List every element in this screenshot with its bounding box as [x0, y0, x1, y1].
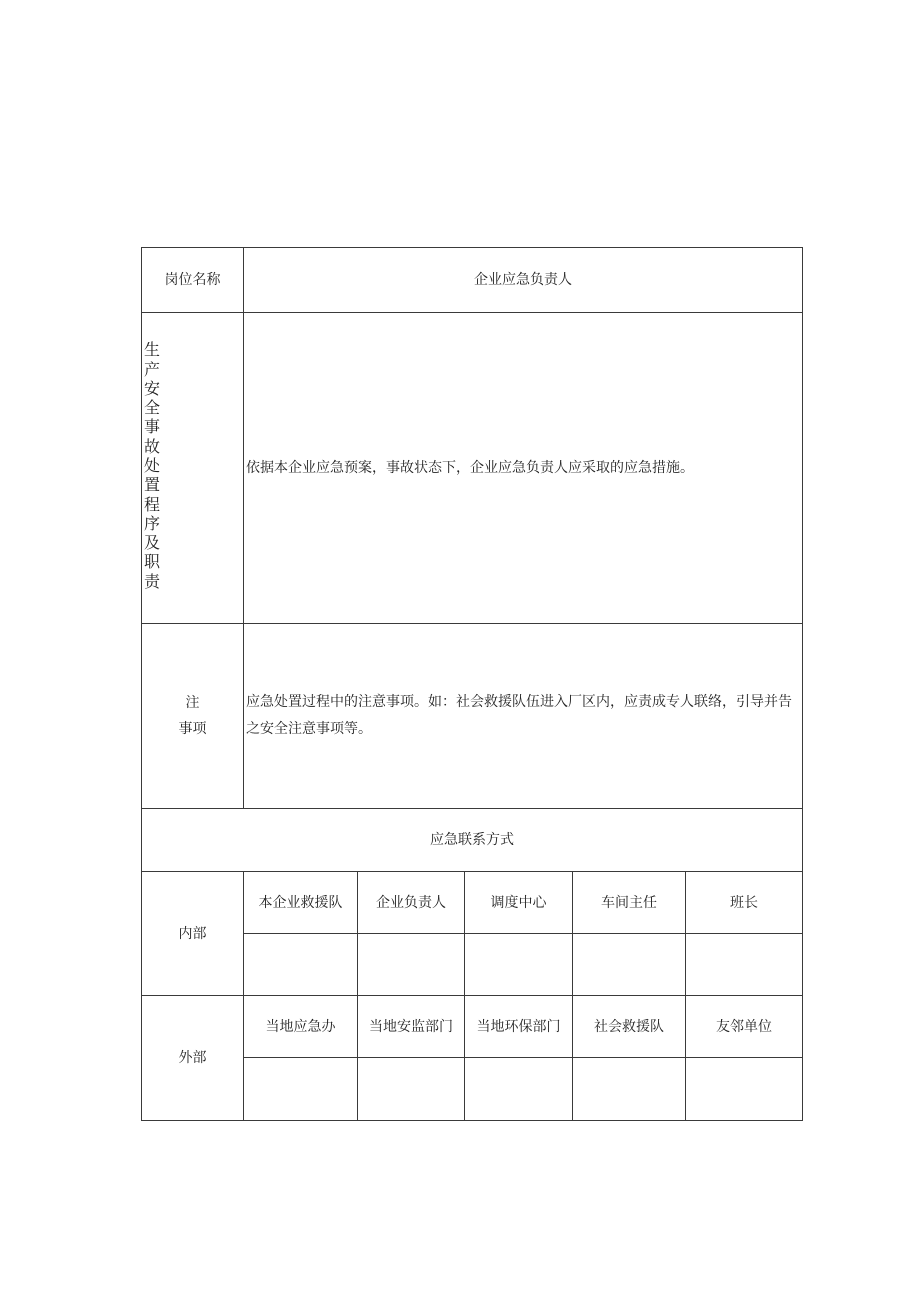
internal-value-cell[interactable] — [244, 934, 358, 996]
notes-label-line1: 注 — [185, 695, 200, 711]
external-value-cell[interactable] — [465, 1058, 573, 1121]
contact-title-row — [142, 809, 803, 872]
internal-col-team-leader: 班长 — [686, 872, 803, 934]
internal-col-dispatch-center: 调度中心 — [465, 872, 573, 934]
procedure-label-cell — [142, 313, 244, 624]
post-label: 岗位名称 — [164, 272, 221, 288]
external-col-social-rescue: 社会救援队 — [573, 996, 686, 1058]
external-col-emergency-office: 当地应急办 — [244, 996, 358, 1058]
post-value-cell — [244, 248, 803, 313]
procedure-row — [142, 313, 803, 624]
external-label-cell — [142, 996, 244, 1121]
external-col-safety-dept: 当地安监部门 — [358, 996, 465, 1058]
contact-title-cell — [142, 809, 803, 872]
procedure-text-cell — [244, 313, 803, 624]
external-value-cell[interactable] — [573, 1058, 686, 1121]
external-header-row — [142, 996, 803, 1058]
internal-label: 内部 — [178, 925, 207, 942]
post-row — [142, 248, 803, 313]
post-value: 企业应急负责人 — [474, 272, 572, 288]
external-value-cell[interactable] — [358, 1058, 465, 1121]
internal-value-cell[interactable] — [686, 934, 803, 996]
procedure-text: 依据本企业应急预案，事故状态下，企业应急负责人应采取的应急措施。 — [246, 459, 694, 476]
emergency-duty-form — [141, 247, 802, 1122]
notes-row — [142, 624, 803, 809]
notes-label-line2: 事项 — [178, 721, 207, 737]
procedure-label: 生产安全事故处置程序及职责 — [143, 340, 160, 591]
internal-header-row — [142, 872, 803, 934]
notes-label-cell — [142, 624, 244, 809]
internal-col-rescue-team: 本企业救援队 — [244, 872, 358, 934]
internal-col-workshop-director: 车间主任 — [573, 872, 686, 934]
internal-value-cell[interactable] — [573, 934, 686, 996]
external-col-env-dept: 当地环保部门 — [465, 996, 573, 1058]
contact-title: 应急联系方式 — [430, 832, 514, 848]
notes-text-cell — [244, 624, 803, 809]
internal-label-cell — [142, 872, 244, 996]
external-label: 外部 — [178, 1050, 207, 1066]
external-value-cell[interactable] — [686, 1058, 803, 1121]
external-value-cell[interactable] — [244, 1058, 358, 1121]
internal-col-company-head: 企业负责人 — [358, 872, 465, 934]
form-table — [141, 247, 803, 1121]
external-col-neighbor-units: 友邻单位 — [686, 996, 803, 1058]
internal-value-cell[interactable] — [358, 934, 465, 996]
post-label-cell — [142, 248, 244, 313]
notes-text: 应急处置过程中的注意事项。如：社会救援队伍进入厂区内，应责成专人联络，引导并告之安全注意事项等。 — [246, 694, 792, 737]
internal-value-cell[interactable] — [465, 934, 573, 996]
